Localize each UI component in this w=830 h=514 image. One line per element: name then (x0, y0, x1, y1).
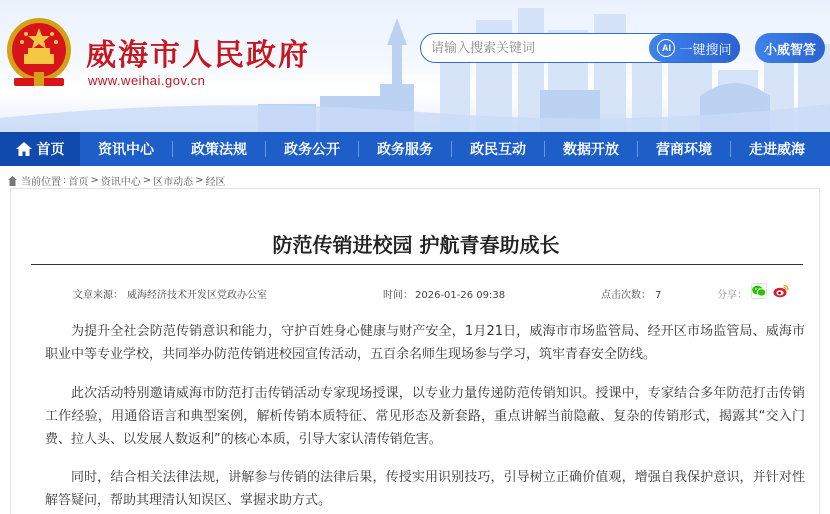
clicks-value: 7 (655, 290, 662, 301)
title-divider (31, 264, 803, 265)
wechat-icon (752, 285, 766, 297)
nav-government-affairs[interactable]: 政务公开 (284, 142, 340, 158)
search-button-label: 一键搜问 (679, 41, 732, 57)
article-time (383, 286, 505, 301)
site-domain: www.weihai.gov.cn (88, 73, 206, 88)
search-box (420, 33, 740, 63)
article-source (73, 286, 267, 301)
site-header (0, 0, 830, 132)
article-paragraph: 同时，结合相关法律法规，讲解参与传销的法律后果，传授实用识别技巧，引导树立正确价值观，增强自我保护意识，并针对性解答疑问，帮助其理清认知误区、掌握求助方式。 (45, 470, 805, 508)
nav-business-environment[interactable]: 营商环境 (656, 142, 712, 158)
share-label: 分享： (717, 290, 747, 301)
main-nav (0, 132, 830, 166)
wechat-share-icon[interactable] (751, 283, 767, 299)
national-emblem-icon (4, 14, 74, 92)
ai-icon: AI (657, 39, 675, 57)
site-title: 威海市人民政府 (86, 38, 310, 73)
nav-about-weihai[interactable]: 走进威海 (749, 142, 805, 158)
breadcrumb-district-news[interactable]: 区市动态 (153, 177, 194, 188)
search-input[interactable] (431, 38, 641, 58)
breadcrumb-prefix: 当前位置 (21, 177, 61, 188)
nav-home[interactable] (0, 132, 80, 166)
weibo-share-icon[interactable] (773, 283, 789, 299)
nav-home-label: 首页 (36, 142, 65, 158)
source-value: 威海经济技术开发区党政办公室 (127, 290, 267, 301)
weibo-icon (773, 284, 789, 298)
nav-interaction[interactable]: 政民互动 (470, 142, 526, 158)
breadcrumb-home[interactable]: 首页 (68, 177, 89, 188)
search-button[interactable] (649, 34, 740, 62)
source-label: 文章来源： (73, 290, 123, 301)
nav-news-center[interactable]: 资讯中心 (98, 142, 154, 158)
breadcrumb-current[interactable]: 经区 (205, 177, 226, 188)
assistant-button[interactable]: 小威智答 (755, 33, 825, 63)
time-value: 2026-01-26 09:38 (415, 290, 506, 301)
home-icon (8, 176, 17, 186)
article-paragraph: 为提升全社会防范传销意识和能力，守护百姓身心健康与财产安全，1月21日，威海市市场监管局、经开区市场监管局、威海市职业中等专业学校，共同举办防范传销进校园宣传活动，五百余名师生现场参与学习，筑牢青春安全防线。 (45, 324, 805, 362)
article-card (10, 188, 820, 514)
article-title: 防范传销进校园 护航青春助成长 (272, 233, 560, 257)
nav-open-data[interactable]: 数据开放 (563, 142, 619, 158)
clicks-label: 点击次数： (601, 290, 651, 301)
home-icon (16, 142, 32, 156)
time-label: 时间： (383, 290, 413, 301)
nav-services[interactable]: 政务服务 (377, 142, 433, 158)
nav-policies[interactable]: 政策法规 (191, 142, 247, 158)
article-paragraph: 此次活动特别邀请威海市防范打击传销活动专家现场授课，以专业力量传递防范传销知识。授课中，专家结合多年防范打击传销工作经验，用通俗语言和典型案例，解析传销本质特征、常见形态及新套路，重点讲解当前隐蔽、复杂的传销形式，揭露其“交入门费、拉人头、以发展人数返利”的核心本质，引导大家认清传销危害。 (45, 386, 805, 447)
article-clicks (601, 286, 661, 301)
breadcrumb: 当前位置 : 首页 > 资讯中心 > 区市动态 > 经区 (8, 173, 226, 188)
breadcrumb-news-center[interactable]: 资讯中心 (100, 177, 141, 188)
